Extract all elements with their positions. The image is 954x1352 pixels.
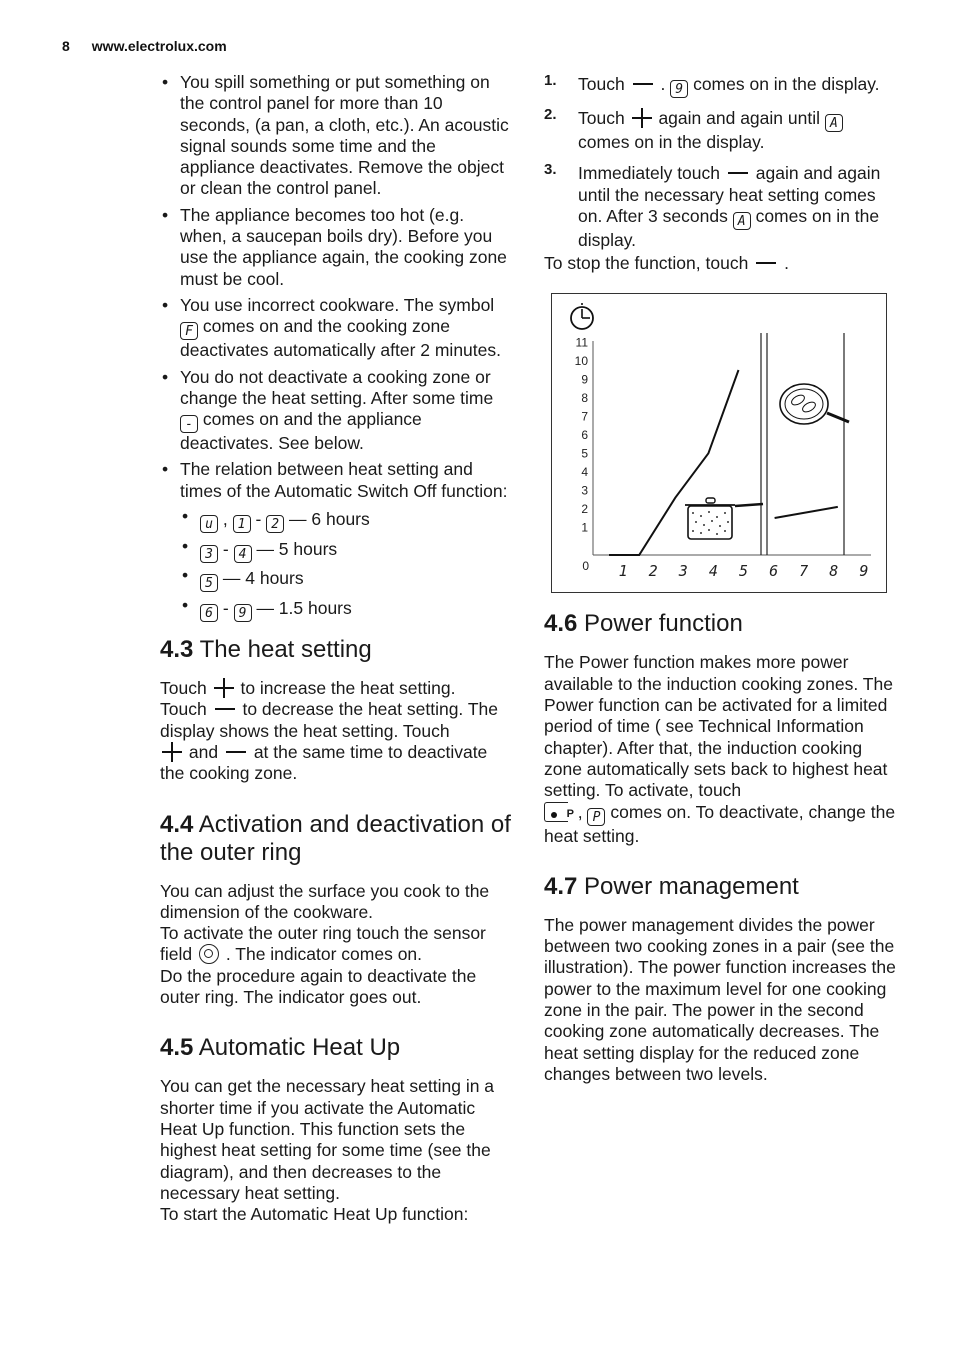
list-item: • You do not deactivate a cooking zone or change the heat setting. After some time - comes on and the appliance deactivates. See below. [160,367,515,455]
y-tick-label: 11 [575,335,588,350]
plus-icon [632,108,652,128]
list-item: • The relation between heat setting and times of the Automatic Switch Off function: • u , 1 - 2 — 6 hours • 3 - 4 — 5 hours • 5 — 4 hours • 6 - 9 — 1.5 hours [160,459,515,626]
y-tick-label: 8 [581,391,588,405]
x-tick-label: 5 [738,562,749,580]
y-tick-label: 6 [581,428,588,442]
heat-symbol-icon: u [200,515,218,533]
y-tick-label: 5 [581,446,588,461]
y-tick-label: 10 [574,354,588,368]
origin-label: 0 [582,559,589,573]
heat-up-steps [544,74,896,251]
auto-symbol-icon: A [825,114,843,132]
x-tick-label: 6 [769,562,779,580]
switch-off-row: • 3 - 4 — 5 hours [180,538,515,568]
switch-off-row: • 5 — 4 hours [180,567,515,597]
x-tick-label: 1 [618,562,628,580]
x-tick-label: 7 [799,562,809,580]
symbol-dash-icon: - [180,415,198,433]
heat-up-text: You can get the necessary heat setting in a shorter time if you activate the Automatic Heat Up function. This function sets the highest heat setting for some time (see the diagram), and then decreases to the necessary heat setting. To start the Automatic Heat Up function: [160,1076,495,1225]
plus-icon [162,742,182,762]
y-tick-label: 3 [581,483,588,498]
power-function-text: The Power function makes more power available to the induction cooking zones. The Power function can be activated for a limited period of time ( see Technical Information chapter). After that, the induction cooking zone automatically sets back to highest heat setting. To activate, touch P , P comes on. To deactivate, change the heat setting. [544,652,896,846]
switch-off-row: • u , 1 - 2 — 6 hours [180,508,515,538]
section-heading-4-3: 4.3 The heat setting [160,636,372,664]
minus-icon [633,83,653,85]
list-item: • You spill something or put something on the control panel for more than 10 seconds, (a pan, a cloth, etc.). An acoustic signal sounds some time and the appliance deactivates. Remove the object or clean the control panel. [160,72,515,200]
minus-icon [215,708,235,710]
outer-ring-text: You can adjust the surface you cook to the dimension of the cookware. To activate the outer ring touch the sensor field . The indicator comes on. Do the procedure again to deactivate the outer ring. The indicator goes out. [160,880,490,1008]
heat-symbol-icon: 9 [670,80,688,98]
section-heading-4-7: 4.7 Power management [544,872,799,900]
heat-symbol-icon: 2 [266,515,284,533]
chart-frame [552,294,887,593]
deactivation-reasons-list [160,72,515,626]
header-url[interactable]: www.electrolux.com [91,38,227,54]
x-tick-label: 4 [708,562,718,580]
power-button-icon [544,802,568,822]
list-item: • You use incorrect cookware. The symbol F comes on and the cooking zone deactivates automatically after 2 minutes. [160,295,515,362]
plus-icon [214,678,234,698]
auto-symbol-icon: A [733,212,751,230]
switch-off-times [180,508,515,626]
outer-ring-sensor-icon [199,944,219,964]
heat-symbol-icon: 6 [200,604,218,622]
step-item: 3. Immediately touch again and again until the necessary heat setting comes on. After 3 seconds A comes on in the display. [544,161,881,250]
y-tick-label: 1 [581,520,588,535]
heat-symbol-icon: 3 [200,545,218,563]
heat-up-diagram [551,293,887,593]
x-tick-label: 8 [829,562,839,580]
symbol-f-icon: F [180,322,198,340]
power-symbol-icon: P [587,808,605,826]
list-item: • The appliance becomes too hot (e.g. when, a saucepan boils dry). Before you use the appliance again, the cooking zone must be cool. [160,205,515,290]
heat-symbol-icon: 5 [200,574,218,592]
page-number: 8 [62,38,70,54]
y-tick-label: 4 [581,465,588,479]
step-item: 2. Touch again and again until A comes on in the display. [544,108,896,153]
heat-symbol-icon: 4 [234,545,252,563]
minus-icon [756,262,776,264]
heat-setting-text: Touch to increase the heat setting. Touch to decrease the heat setting. The display shows the heat setting. Touch and at the same time to deactivate the cooking zone. [160,678,498,784]
y-tick-label: 2 [581,502,588,516]
section-heading-4-4: 4.4 Activation and deactivation of the outer ring [160,810,511,866]
power-management-text: The power management divides the power between two cooking zones in a pair (see the illustration). The power function increases the power to the maximum level for one cooking zone in the pair. The power in the second cooking zone automatically decreases. The heat setting display for the reduced zone changes between two levels. [544,914,896,1084]
y-tick-label: 9 [581,372,588,387]
switch-off-row: • 6 - 9 — 1.5 hours [180,597,515,627]
step-item: 1. Touch . 9 comes on in the display. [544,72,880,97]
y-tick-label: 7 [581,409,588,424]
heat-symbol-icon: 1 [233,515,251,533]
stop-function-text: To stop the function, touch . [544,253,789,274]
section-heading-4-5: 4.5 Automatic Heat Up [160,1034,401,1062]
left-column [160,72,515,1225]
page-header [62,38,227,54]
x-tick-label: 9 [859,562,869,580]
section-heading-4-6: 4.6 Power function [544,610,743,638]
heat-symbol-icon: 9 [234,604,252,622]
minus-icon [226,751,246,753]
minus-icon [728,172,748,174]
x-tick-label: 3 [678,562,688,580]
x-tick-label: 2 [648,562,658,580]
